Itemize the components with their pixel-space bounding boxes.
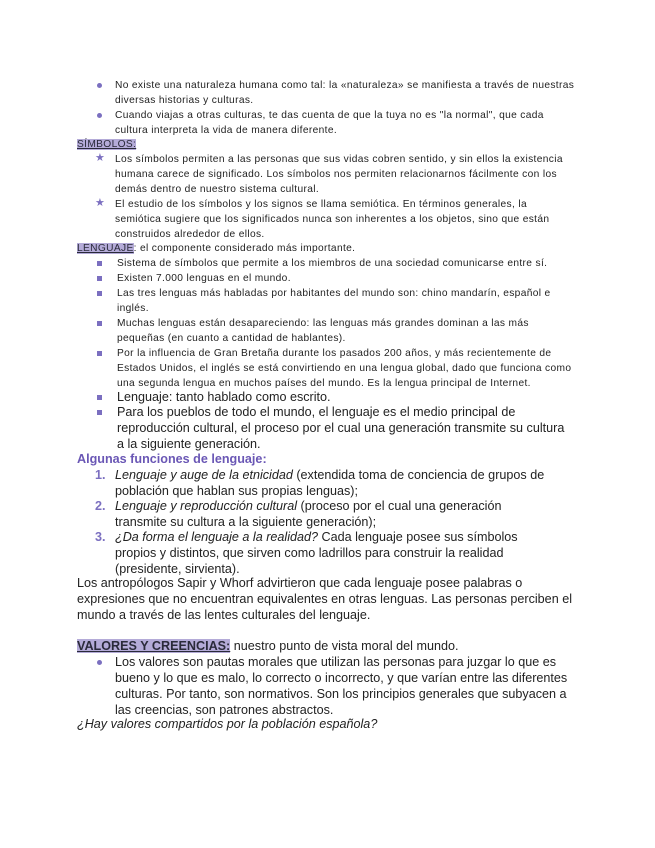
section-heading-lenguaje: LENGUAJE: el componente considerado más importante. bbox=[77, 243, 356, 254]
item-description: (extendida toma de conciencia de grupos de población que hablan sus propias lenguas); bbox=[115, 468, 545, 498]
square-bullet-icon bbox=[97, 410, 102, 415]
square-bullet-icon bbox=[97, 261, 102, 266]
list-item bbox=[95, 197, 575, 242]
section-heading-simbolos: SÍMBOLOS: bbox=[77, 139, 137, 150]
subsection-heading-funciones: Algunas funciones de lenguaje: bbox=[77, 452, 267, 466]
list-item-text: Sistema de símbolos que permite a los miembros de una sociedad comunicarse entre sí. bbox=[117, 258, 548, 269]
square-bullet-icon bbox=[97, 291, 102, 296]
list-number: 3. bbox=[95, 530, 106, 544]
list-item-text: Existen 7.000 lenguas en el mundo. bbox=[117, 273, 291, 284]
item-title: Lenguaje y reproducción cultural bbox=[115, 499, 298, 513]
list-item-text: Los valores son pautas morales que utilizan las personas para juzgar lo que es bueno y lo que es malo, lo correcto o incorrecto, y que varían entre las diferentes culturas. Por tanto, son normativos. Son los principios generales que subyacen a las creencias, son patrones abstractos. bbox=[115, 655, 568, 717]
section-heading-valores: VALORES Y CREENCIAS: nuestro punto de vista moral del mundo. bbox=[77, 639, 459, 653]
list-item bbox=[115, 78, 575, 108]
list-item-text: Para los pueblos de todo el mundo, el lenguaje es el medio principal de reproducción cultural, el proceso por el cual una generación transmite su cultura a la siguiente generación. bbox=[117, 405, 565, 451]
item-description: (proceso por el cual una generación transmite su cultura a la siguiente generación); bbox=[115, 499, 502, 529]
list-item bbox=[115, 654, 580, 718]
square-bullet-icon bbox=[97, 276, 102, 281]
item-title: ¿Da forma el lenguaje a la realidad? bbox=[115, 530, 319, 544]
list-item-text: Los símbolos permiten a las personas que sus vidas cobren sentido, y sin ellos la existencia humana carece de significado. Los símbolos nos permiten relacionarnos fácilmente con los demás dentro de nuestro sistema cultural. bbox=[115, 154, 563, 195]
paragraph-sapir-whorf: Los antropólogos Sapir y Whorf advirtieron que cada lenguaje posee palabras o expresiones que no encuentran equivalentes en otras lenguas. Las personas perciben el mundo a través de las lentes culturales del lenguaje. bbox=[77, 576, 572, 622]
bullet-dot-icon bbox=[97, 113, 102, 118]
item-description: Cada lenguaje posee sus símbolos propios y distintos, que sirven como ladrillos para construir la realidad (presidente, sirvienta). bbox=[115, 530, 518, 576]
bullet-dot-icon bbox=[97, 83, 102, 88]
list-item-text: Lenguaje: tanto hablado como escrito. bbox=[117, 390, 331, 404]
list-item bbox=[115, 108, 575, 138]
list-item-text: Las tres lenguas más habladas por habitantes del mundo son: chino mandarín, español e inglés. bbox=[117, 288, 551, 314]
list-item bbox=[117, 404, 567, 452]
list-item-text: El estudio de los símbolos y los signos se llama semiótica. En términos generales, la semiótica sugiere que los significados nunca son inherentes a los objetos, sino que están construidos alrededor de ellos. bbox=[115, 199, 550, 240]
list-item bbox=[117, 256, 577, 271]
list-number: 2. bbox=[95, 499, 106, 513]
numbered-item bbox=[95, 467, 585, 499]
star-bullet-icon: ★ bbox=[95, 152, 106, 164]
item-title: Lenguaje y auge de la etnicidad bbox=[115, 468, 293, 482]
numbered-item bbox=[95, 529, 560, 577]
list-item bbox=[117, 316, 557, 346]
list-item bbox=[117, 271, 577, 286]
list-item bbox=[117, 286, 572, 316]
square-bullet-icon bbox=[97, 321, 102, 326]
list-item-text: Muchas lenguas están desapareciendo: las lenguas más grandes dominan a las más pequeñas (en cuanto a cantidad de hablantes). bbox=[117, 318, 529, 344]
square-bullet-icon bbox=[97, 351, 102, 356]
numbered-item bbox=[95, 498, 555, 530]
list-item-text: No existe una naturaleza humana como tal: la «naturaleza» se manifiesta a través de nuestras diversas historias y culturas. bbox=[115, 80, 575, 106]
star-bullet-icon: ★ bbox=[95, 197, 106, 209]
list-item-text: Por la influencia de Gran Bretaña durante los pasados 200 años, y más recientemente de Estados Unidos, el inglés se está convirtiendo en una lengua global, dado que funciona como una segunda lengua en muchos países del mundo. Es la lengua principal de Internet. bbox=[117, 348, 572, 389]
list-item bbox=[95, 152, 585, 197]
bullet-dot-icon bbox=[97, 660, 102, 665]
list-item-text: Cuando viajas a otras culturas, te das cuenta de que la tuya no es "la normal", que cada cultura interpreta la vida de manera diferente. bbox=[115, 110, 544, 136]
list-item bbox=[117, 346, 577, 391]
list-number: 1. bbox=[95, 468, 106, 482]
square-bullet-icon bbox=[97, 395, 102, 400]
question-text: ¿Hay valores compartidos por la población española? bbox=[77, 717, 378, 731]
list-item bbox=[117, 389, 577, 405]
